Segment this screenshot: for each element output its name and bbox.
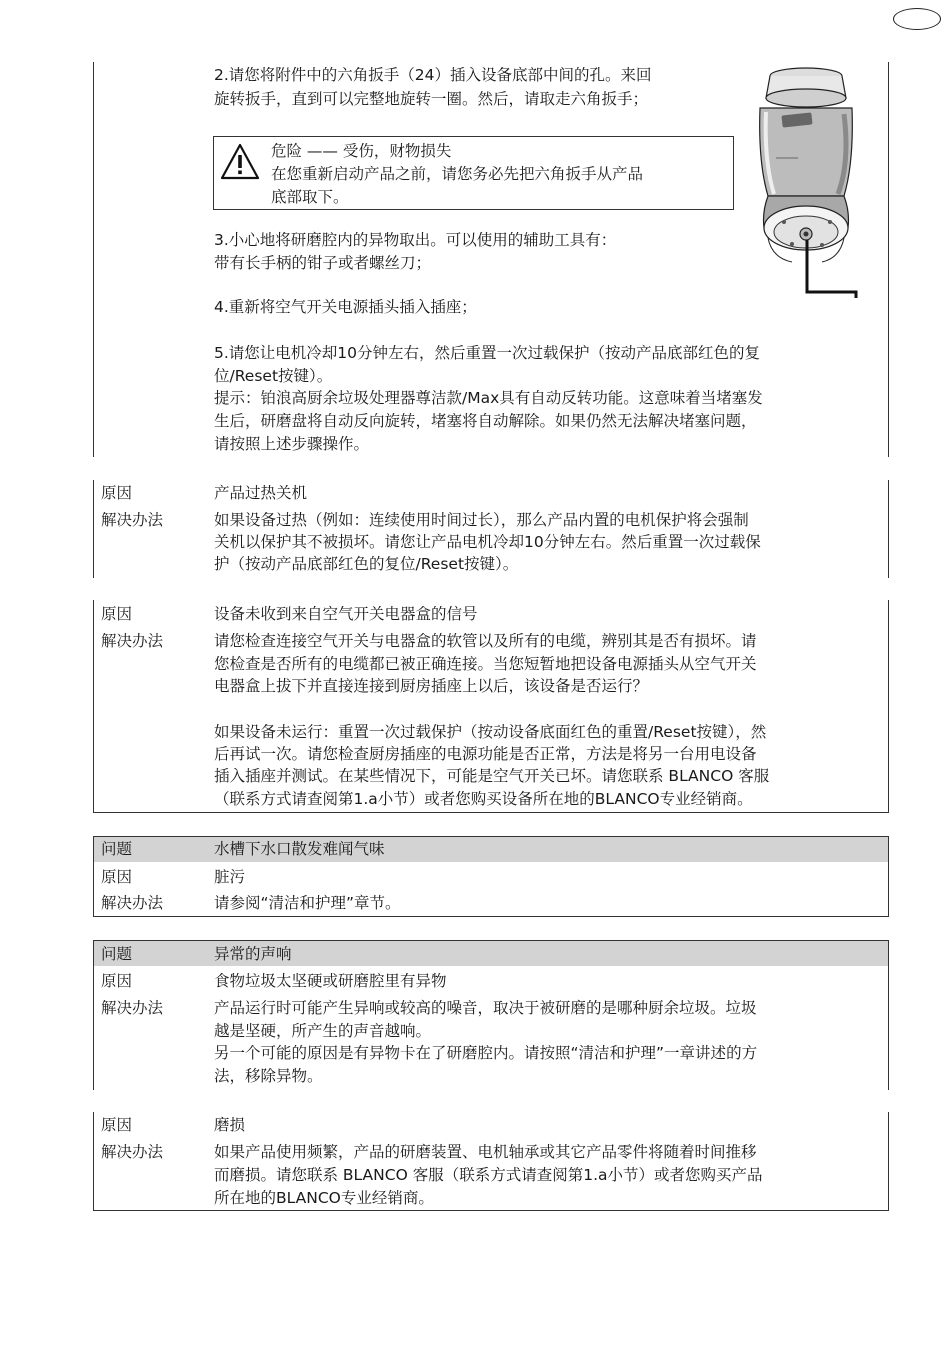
step3-line-1: 3.小心地将研磨腔内的异物取出。可以使用的辅助工具有： [214, 231, 617, 249]
page-number-oval [893, 8, 941, 30]
noise-solution-line-4: 法，移除异物。 [214, 1067, 323, 1085]
noise-solution-line-2: 越是坚硬，所产生的声音越响。 [214, 1022, 432, 1040]
overheat-right-rule [888, 480, 889, 578]
step4-line-1: 4.重新将空气开关电源插头插入插座； [214, 298, 477, 316]
odor-cause-label: 原因 [101, 868, 133, 886]
tip-line-1: 提示：铂浪高厨余垃圾处理器尊洁款/Max具有自动反转功能。这意味着当堵塞发 [214, 389, 763, 407]
overheat-solution-line-1: 如果设备过热（例如：连续使用时间过长），那么产品内置的电机保护将会强制 [214, 511, 749, 529]
step3-line-2: 带有长手柄的钳子或者螺丝刀； [214, 254, 432, 272]
overheat-solution-line-3: 护（按动产品底部红色的复位/Reset按键）。 [214, 555, 519, 573]
signal-solution-line-2: 您检查是否所有的电缆都已被正确连接。当您短暂地把设备电源插头从空气开关 [214, 655, 757, 673]
wear-solution-line-3: 所在地的BLANCO专业经销商。 [214, 1189, 434, 1207]
odor-cause: 脏污 [214, 868, 246, 886]
warning-line-2: 底部取下。 [271, 188, 349, 206]
disposer-illustration [752, 62, 864, 302]
signal-solution2-line-2: 后再试一次。请您检查厨房插座的电源功能是否正常，方法是将另一台用电设备 [214, 745, 757, 763]
wear-cause: 磨损 [214, 1116, 246, 1134]
wear-bottom-rule [93, 1210, 889, 1211]
noise-right-rule [888, 940, 889, 1090]
overheat-cause: 产品过热关机 [214, 484, 308, 502]
wear-solution-line-2: 而磨损。请您联系 BLANCO 客服（联系方式请查阅第1.a小节）或者您购买产品 [214, 1166, 763, 1184]
signal-solution-label: 解决办法 [101, 632, 164, 650]
wear-solution-line-1: 如果产品使用频繁，产品的研磨装置、电机轴承或其它产品零件将随着时间推移 [214, 1143, 757, 1161]
step2-line-2: 旋转扳手，直到可以完整地旋转一圈。然后，请取走六角扳手； [214, 90, 649, 108]
odor-bottom-rule [93, 916, 889, 917]
tip-line-2: 生后，研磨盘将自动反向旋转，堵塞将自动解除。如果仍然无法解决堵塞问题， [214, 412, 757, 430]
signal-solution2-line-1: 如果设备未运行：重置一次过载保护（按动设备底面红色的重置/Reset按键），然 [214, 723, 767, 741]
odor-left-rule [93, 836, 94, 917]
wear-cause-label: 原因 [101, 1116, 133, 1134]
tip-line-3: 请按照上述步骤操作。 [214, 435, 370, 453]
odor-solution-label: 解决办法 [101, 894, 164, 912]
signal-bottom-rule [93, 812, 889, 813]
step5-line-1: 5.请您让电机冷却10分钟左右，然后重置一次过载保护（按动产品底部红色的复 [214, 344, 761, 362]
warning-triangle-icon [220, 143, 260, 181]
step5-line-2: 位/Reset按键）。 [214, 367, 333, 385]
signal-solution-line-3: 电器盒上拔下并直接连接到厨房插座上以后，该设备是否运行？ [214, 677, 649, 695]
odor-solution: 请参阅“清洁和护理”章节。 [214, 894, 401, 912]
odor-right-rule [888, 836, 889, 917]
signal-cause: 设备未收到来自空气开关电器盒的信号 [214, 605, 478, 623]
signal-cause-label: 原因 [101, 605, 133, 623]
odor-problem-header [93, 836, 889, 862]
step2-line-1: 2.请您将附件中的六角扳手（24）插入设备底部中间的孔。来回 [214, 66, 652, 84]
intro-right-rule [888, 62, 889, 457]
wear-right-rule [888, 1112, 889, 1211]
signal-solution-line-1: 请您检查连接空气开关与电器盒的软管以及所有的电缆，辨别其是否有损坏。请 [214, 632, 757, 650]
noise-left-rule [93, 940, 94, 1090]
noise-cause-label: 原因 [101, 972, 133, 990]
noise-top-rule [93, 940, 889, 941]
overheat-solution-line-2: 关机以保护其不被损坏。请您让产品电机冷却10分钟左右。然后重置一次过载保 [214, 533, 761, 551]
overheat-left-rule [93, 480, 94, 578]
wear-solution-label: 解决办法 [101, 1143, 164, 1161]
warning-title: 危险 —— 受伤，财物损失 [271, 142, 452, 160]
noise-problem-header [93, 940, 889, 966]
signal-right-rule [888, 600, 889, 813]
signal-solution2-line-3: 插入插座并测试。在某些情况下，可能是空气开关已坏。请您联系 BLANCO 客服 [214, 767, 770, 785]
odor-top-rule [93, 836, 889, 837]
intro-left-rule [93, 62, 94, 457]
wear-left-rule [93, 1112, 94, 1211]
noise-problem-label: 问题 [101, 945, 133, 963]
noise-problem: 异常的声响 [214, 945, 292, 963]
noise-solution-label: 解决办法 [101, 999, 164, 1017]
signal-solution2-line-4: （联系方式请查阅第1.a小节）或者您购买设备所在地的BLANCO专业经销商。 [214, 790, 753, 808]
noise-solution-line-1: 产品运行时可能产生异响或较高的噪音，取决于被研磨的是哪种厨余垃圾。垃圾 [214, 999, 757, 1017]
noise-cause: 食物垃圾太坚硬或研磨腔里有异物 [214, 972, 447, 990]
signal-left-rule [93, 600, 94, 813]
overheat-cause-label: 原因 [101, 484, 133, 502]
warning-line-1: 在您重新启动产品之前，请您务必先把六角扳手从产品 [271, 165, 644, 183]
noise-solution-line-3: 另一个可能的原因是有异物卡在了研磨腔内。请按照“清洁和护理”一章讲述的方 [214, 1044, 758, 1062]
odor-problem-label: 问题 [101, 840, 133, 858]
overheat-solution-label: 解决办法 [101, 511, 164, 529]
odor-problem: 水槽下水口散发难闻气味 [214, 840, 385, 858]
